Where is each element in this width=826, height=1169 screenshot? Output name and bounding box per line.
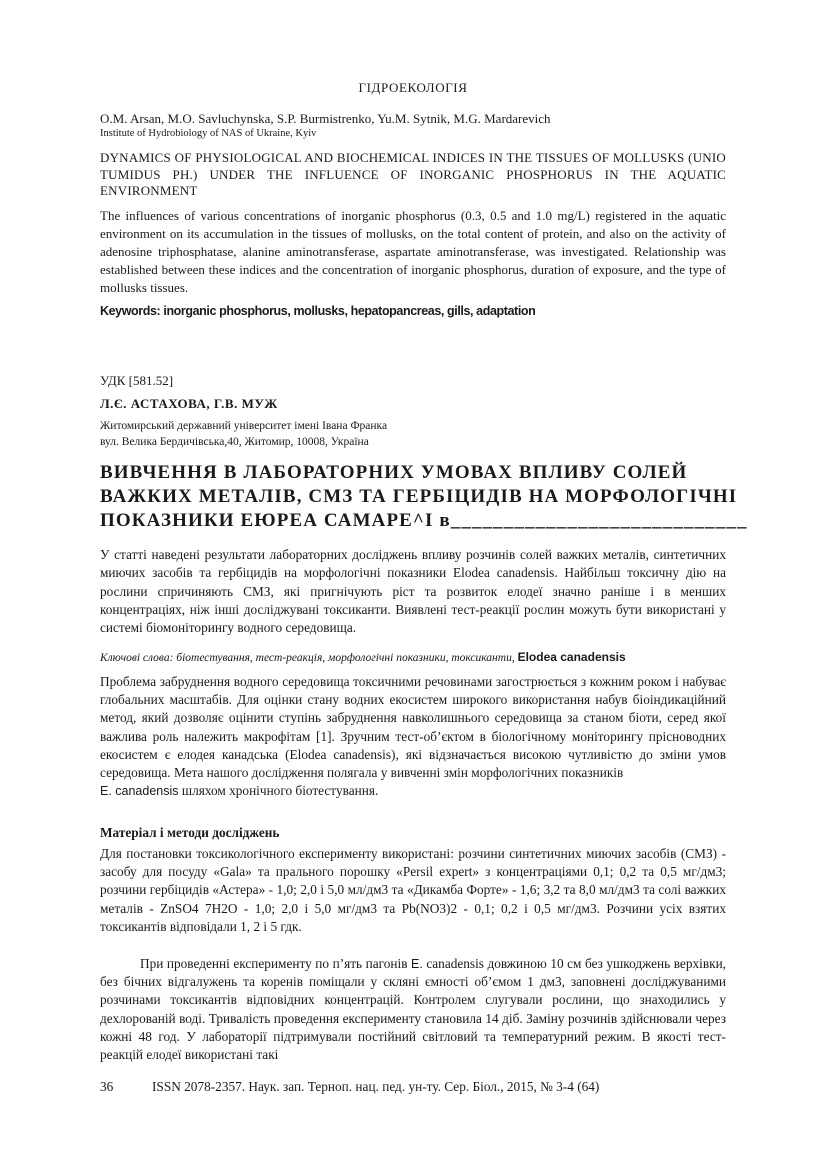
intro-paragraph (100, 673, 726, 800)
uk-keywords-species: Elodea canadensis (517, 650, 626, 664)
intro-text: Проблема забруднення водного середовища токсичними речовинами загострюється з кожним роком і набуває глобальних масштабів. Для оцінки стану водних екосистем широкого використання набув біоіндикаційний метод, який дозволяє оцінити ступінь забруднення навколишнього середовища за станом біоти, серед якої важлива роль належить макрофітам [1]. Зручним тест-об’єктом в біологічному моніторингу прісноводних екосистем є елодея канадська (Elodea canadensis), які відзначається високою чутливістю до зміни умов середовища. Мета нашого дослідження полягала у вивченні змін морфологічних показників (100, 674, 726, 781)
methods-paragraph-2 (100, 955, 726, 1064)
en-authors: O.M. Arsan, M.O. Savluchynska, S.P. Burmistrenko, Yu.M. Sytnik, M.G. Mardarevich (100, 111, 551, 126)
en-abstract: The influences of various concentrations of inorganic phosphorus (0.3, 0.5 and 1.0 mg/L) registered in the aquatic environment on its accumulation in the tissues of mollusks, on the total content of protein, and also on the activity of adenosine triphosphatase, alanine aminotransferase, aspartate aminotransferase, was investigated. Relationship was established between these indices and the concentration of inorganic phosphorus, duration of exposure, and the type of mollusks tissues. (100, 208, 726, 295)
en-keywords: Keywords: inorganic phosphorus, mollusks, hepatopancreas, gills, adaptation (100, 304, 536, 318)
uk-title-line2: ВАЖКИХ МЕТАЛІВ, СМЗ ТА ГЕРБІЦИДІВ НА МОРФОЛОГІЧНІ (100, 486, 738, 507)
uk-affiliation-line2: вул. Велика Бердичівська,40, Житомир, 10008, Україна (100, 436, 369, 448)
uk-affiliation (100, 418, 387, 450)
uk-affiliation-line1: Житомирський державний університет імені Івана Франка (100, 420, 388, 432)
page-number: 36 (100, 1079, 114, 1094)
en-affiliation: Institute of Hydrobiology of NAS of Ukraine, Kyiv (100, 128, 317, 139)
uk-authors: Л.Є. АСТАХОВА, Г.В. МУЖ (100, 396, 278, 411)
section-header: ГІДРОЕКОЛОГІЯ (358, 80, 468, 95)
methods-p2-species: E. (411, 957, 423, 971)
methods-p2-start: При проведенні експерименту по п’ять пагонів (140, 956, 408, 971)
uk-abstract: У статті наведені результати лабораторних досліджень впливу розчинів солей важких металів, синтетичних миючих засобів та гербіцидів на морфологічні показники Elodea canadensis. Найбільш токсичну дію на рослини спричиняють СМЗ, які пригнічують ріст та розвиток елодеї значно раніше і в менших концентраціях, ніж інші досліджувані токсиканти. Виявлені тест-реакції рослин можуть бути використані у системі біомоніторингу водного середовища. (100, 547, 726, 636)
journal-citation: ISSN 2078-2357. Наук. зап. Терноп. нац. пед. ун-ту. Сер. Біол., 2015, № 3-4 (64) (152, 1079, 600, 1094)
intro-species: E. canadensis (100, 784, 179, 799)
uk-title (100, 461, 748, 533)
page-footer (100, 1079, 599, 1095)
en-title: DYNAMICS OF PHYSIOLOGICAL AND BIOCHEMICAL INDICES IN THE TISSUES OF MOLLUSKS (UNIO TUMIDUS PH.) UNDER THE INFLUENCE OF INORGANIC PHOSPHORUS IN THE AQUATIC ENVIRONMENT (100, 150, 726, 198)
uk-title-line3: ПОКАЗНИКИ ЕЮРЕА САМАРЕ^І в____________________________ (100, 510, 748, 531)
methods-heading: Матеріал і методи досліджень (100, 825, 280, 840)
methods-p2-rest: canadensis довжиною 10 см без ушкоджень верхівки, без бічних відгалужень та коренів поміщали у скляні ємності об’ємом 1 дм3, заповнені досліджуваними розчинами токсикантів відповідних концентрацій. Контролем слугували рослини, що знаходились у дехлорованій воді. Тривалість проведення експерименту становила 14 діб. Заміну розчинів здійснювали через кожні 48 год. У лабораторії підтримували постійний світловий та температурний режим. В якості тест-реакцій елодеї використані такі (100, 956, 727, 1063)
uk-keywords-list: Ключові слова: біотестування, тест-реакція, морфологічні показники, токсиканти, (100, 652, 515, 664)
uk-title-line1: ВИВЧЕННЯ В ЛАБОРАТОРНИХ УМОВАХ ВПЛИВУ СОЛЕЙ (100, 462, 688, 483)
methods-paragraph-1: Для постановки токсикологічного експерименту використані: розчини синтетичних миючих засобів (СМЗ) - засобу для посуду «Gala» та прального порошку «Persil expert» з концентраціями 0,1; 0,2 та 0,5 мг/дм3; розчини гербіцидів «Астера» - 1,0; 2,0 і 5,0 мл/дм3 та «Дикамба Форте» - 1,6; 3,2 та 8,0 мл/дм3 та солі важких металів - ZnSO4 7H2O - 1,0; 2,0 і 5,0 мг/дм3 та Pb(NO3)2 - 0,1; 0,2 і 0,5 мг/дм3. Розчини усіх взятих токсикантів відповідали 1, 2 і 5 гдк. (100, 846, 726, 934)
intro-tail: шляхом хронічного біотестування. (178, 783, 379, 799)
uk-keywords (100, 650, 626, 664)
udk-code: УДК [581.52] (100, 373, 174, 388)
